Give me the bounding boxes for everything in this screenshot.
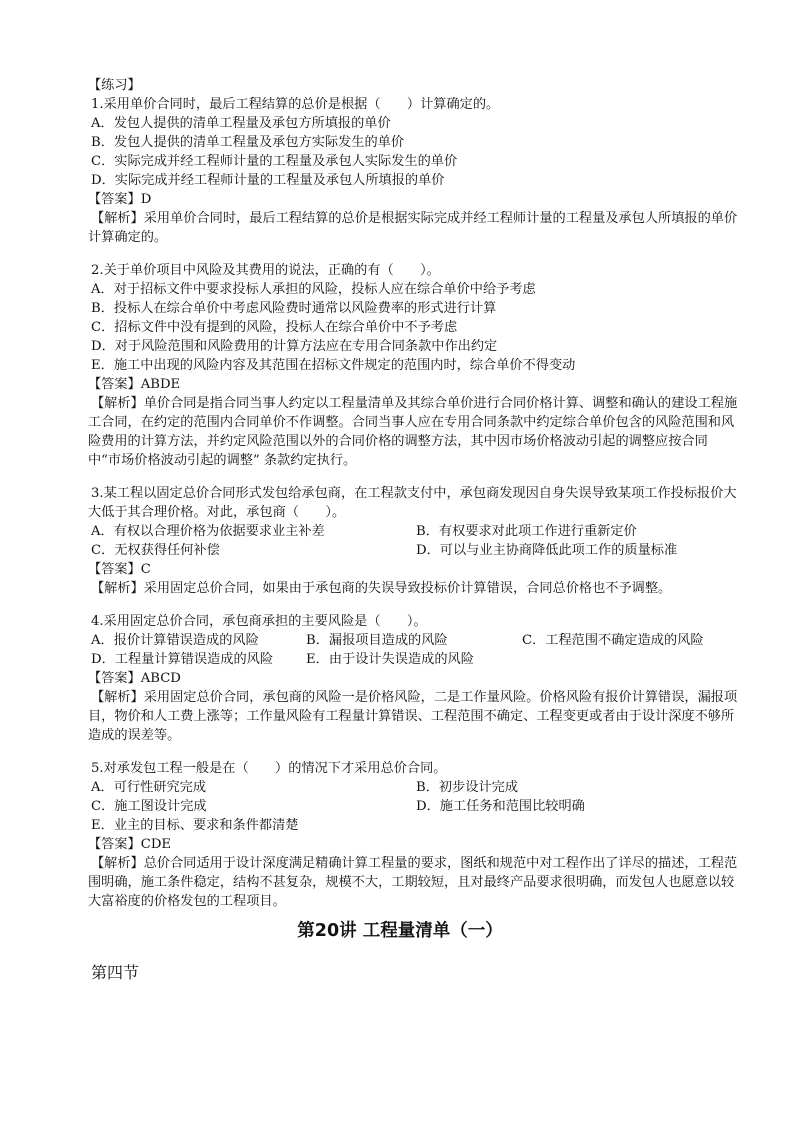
answer-line	[88, 190, 738, 209]
options-row	[88, 650, 738, 669]
analysis-text: 采用固定总价合同，承包商的风险一是价格风险，二是工作量风险。价格风险有报价计算错误，漏报项目，物价和人工费上涨等；工作量风险有工程量计算错误、工程范围不确定、工程变更或者由于设计深度不够所造成的误差等。	[88, 690, 738, 743]
answer-line	[88, 560, 738, 579]
answer-value: CDE	[140, 837, 172, 852]
question-3	[88, 484, 738, 598]
question-stem: 5.对承发包工程一般是在（ ）的情况下才采用总价合同。	[91, 761, 447, 776]
section-title: 第四节	[91, 963, 140, 982]
option-c: C．工程范围不确定造成的风险	[522, 633, 704, 648]
analysis-label: 【解析】	[91, 581, 144, 596]
analysis-paragraph	[88, 688, 738, 745]
option-d: D．对于风险范围和风险费用的计算方法应在专用合同条款中作出约定	[91, 339, 498, 354]
analysis-paragraph	[88, 209, 738, 247]
analysis-label: 【解析】	[91, 856, 144, 871]
question-stem: 3.某工程以固定总价合同形式发包给承包商，在工程款支付中，承包商发现因自身失误导致某项工作投标报价大大低于其合理价格。对此，承包商（ ）。	[88, 486, 737, 520]
options-row	[88, 797, 738, 816]
analysis-label: 【解析】	[91, 396, 144, 411]
analysis-text: 总价合同适用于设计深度满足精确计算工程量的要求，图纸和规范中对工程作出了详尽的描述，工程范围明确，施工条件稳定，结构不甚复杂，规模不大，工期较短，且对最终产品要求很明确，而发包人也愿意以较大富裕度的价格发包的工程项目。	[88, 856, 738, 909]
option-d: D．施工任务和范围比较明确	[416, 799, 585, 814]
option-b: B．投标人在综合单价中考虑风险费时通常以风险费率的形式进行计算	[91, 301, 497, 316]
option-d: D．实际完成并经工程师计量的工程量及承包人所填报的单价	[91, 173, 445, 188]
question-stem: 4.采用固定总价合同，承包商承担的主要风险是（ ）。	[91, 614, 427, 629]
option-a: A．有权以合理价格为依据要求业主补差	[91, 524, 325, 539]
option-c: C．招标文件中没有提到的风险，投标人在综合单价中不予考虑	[91, 320, 458, 335]
option-e: E．施工中出现的风险内容及其范围在招标文件规定的范围内时，综合单价不得变动	[91, 358, 576, 373]
option-b: B．有权要求对此项工作进行重新定价	[416, 524, 637, 539]
question-4	[88, 612, 738, 745]
option-b: B．初步设计完成	[416, 780, 519, 795]
options-row	[88, 522, 738, 541]
option-d: D．可以与业主协商降低此项工作的质量标准	[416, 543, 678, 558]
question-2	[88, 261, 738, 470]
analysis-label: 【解析】	[91, 211, 144, 226]
analysis-paragraph	[88, 394, 738, 470]
answer-line	[88, 835, 738, 854]
answer-value: C	[140, 562, 151, 577]
question-1	[88, 95, 738, 247]
analysis-paragraph	[88, 854, 738, 911]
analysis-label: 【解析】	[91, 690, 144, 705]
analysis-text: 采用固定总价合同，如果由于承包商的失误导致投标价计算错误，合同总价格也不予调整。	[143, 581, 672, 596]
practice-header: 【练习】	[88, 78, 141, 93]
answer-label: 【答案】	[88, 562, 141, 577]
option-a: A．发包人提供的清单工程量及承包方所填报的单价	[91, 116, 391, 131]
analysis-text: 采用单价合同时，最后工程结算的总价是根据实际完成并经工程师计量的工程量及承包人所填报的单价计算确定的。	[88, 211, 738, 245]
analysis-paragraph	[88, 579, 738, 598]
options-row	[88, 631, 738, 650]
answer-value: D	[140, 192, 152, 207]
option-a: A．报价计算错误造成的风险	[91, 633, 259, 648]
answer-value: ABCD	[140, 671, 181, 686]
answer-label: 【答案】	[88, 192, 141, 207]
option-e: E．业主的目标、要求和条件都清楚	[91, 818, 299, 833]
option-a: A．可行性研究完成	[91, 780, 207, 795]
question-5	[88, 759, 738, 911]
answer-line	[88, 669, 738, 688]
answer-value: ABDE	[140, 377, 181, 392]
answer-line	[88, 375, 738, 394]
options-row	[88, 541, 738, 560]
option-a: A．对于招标文件中要求投标人承担的风险，投标人应在综合单价中给予考虑	[91, 282, 536, 297]
option-c: C．无权获得任何补偿	[91, 543, 220, 558]
question-stem: 2.关于单价项目中风险及其费用的说法，正确的有（ ）。	[91, 263, 440, 278]
practice-content	[88, 76, 738, 911]
option-b: B．漏报项目造成的风险	[306, 633, 448, 648]
answer-label: 【答案】	[88, 377, 141, 392]
answer-label: 【答案】	[88, 837, 141, 852]
options-row	[88, 778, 738, 797]
analysis-text: 单价合同是指合同当事人约定以工程量清单及其综合单价进行合同价格计算、调整和确认的建设工程施工合同，在约定的范围内合同单价不作调整。合同当事人应在专用合同条款中约定综合单价包含的风险范围和风险费用的计算方法，并约定风险范围以外的合同价格的调整方法，其中因市场价格波动引起的调整应按合同中“市场价格波动引起的调整” 条款约定执行。	[88, 396, 738, 468]
option-d: D．工程量计算错误造成的风险	[91, 652, 274, 667]
option-c: C．施工图设计完成	[91, 799, 207, 814]
option-c: C．实际完成并经工程师计量的工程量及承包人实际发生的单价	[91, 154, 458, 169]
answer-label: 【答案】	[88, 671, 141, 686]
option-e: E．由于设计失误造成的风险	[306, 652, 474, 667]
question-stem: 1.采用单价合同时，最后工程结算的总价是根据（ ）计算确定的。	[91, 97, 500, 112]
option-b: B．发包人提供的清单工程量及承包方实际发生的单价	[91, 135, 405, 150]
lecture-title: 第20讲 工程量清单（一）	[297, 921, 503, 941]
